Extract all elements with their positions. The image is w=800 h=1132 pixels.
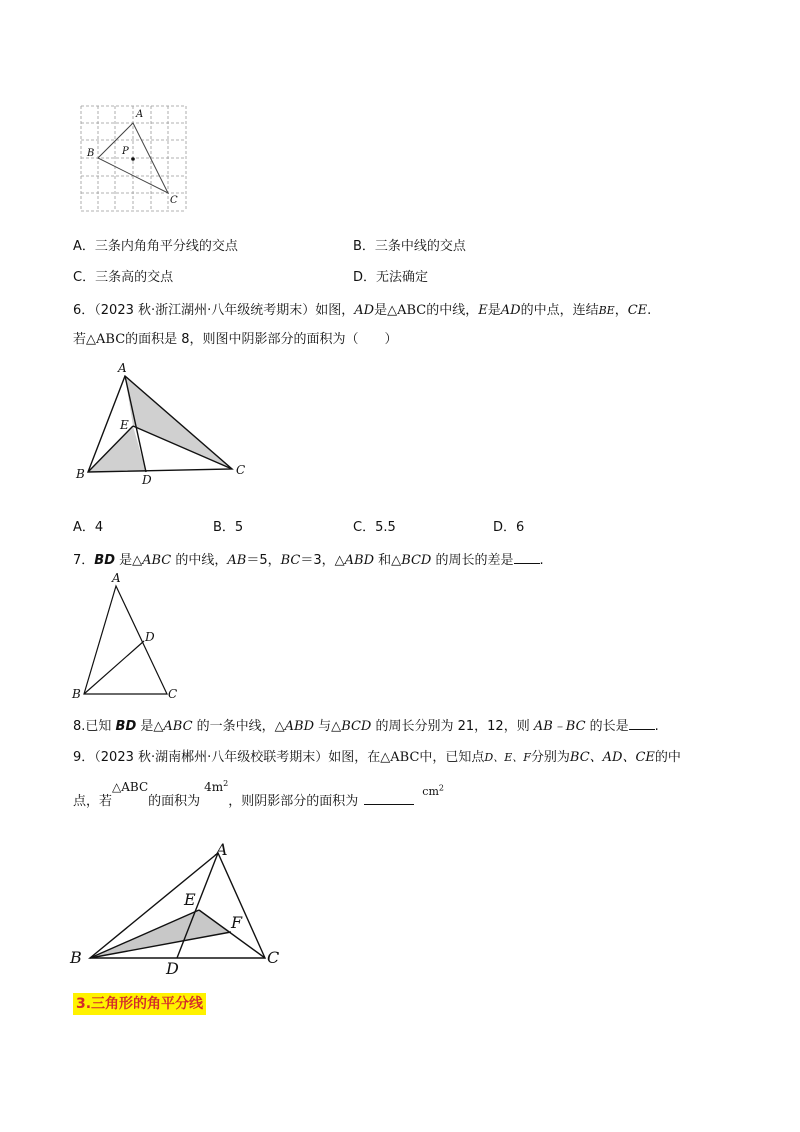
label-b: B xyxy=(87,148,95,159)
q6-line2: 若△ABC的面积是 8，则图中阴影部分的面积为（ ） xyxy=(73,332,398,347)
label-c: C xyxy=(170,195,178,206)
q7-triangle-svg xyxy=(72,570,192,705)
figure-q9 xyxy=(68,838,293,978)
q5-option-c: C．三条高的交点 xyxy=(73,270,174,285)
q5-option-b: B．三条中线的交点 xyxy=(353,239,466,254)
label-c: C xyxy=(168,687,178,701)
label-d: D xyxy=(145,630,155,644)
q6-option-a: A．4 xyxy=(73,520,104,535)
figure-q7 xyxy=(72,570,192,705)
label-b: B xyxy=(70,948,82,967)
label-a: A xyxy=(112,571,121,585)
q7-answer-blank[interactable] xyxy=(514,563,540,564)
label-f: F xyxy=(231,913,243,932)
q5-option-d: D．无法确定 xyxy=(353,270,429,285)
q6-line1: 6．（2023 秋·浙江湖州·八年级统考期末）如图，AD是△ABC的中线，E是AD的中点，连结BE，CE. xyxy=(73,303,652,318)
label-p: P xyxy=(122,146,129,157)
label-a: A xyxy=(118,361,127,375)
label-a: A xyxy=(216,840,228,859)
q9-triangle-svg xyxy=(68,838,293,978)
label-d: D xyxy=(166,959,179,978)
q6-option-c: C．5.5 xyxy=(353,520,396,535)
q9-line2: 点，若△ABC的面积为$4m^2$，则阴影部分的面积为$^{cm^2}$ xyxy=(73,779,444,809)
q8-answer-blank[interactable] xyxy=(629,729,655,730)
label-b: B xyxy=(76,467,85,481)
figure-grid-triangle xyxy=(78,103,190,215)
q6-triangle-svg xyxy=(72,366,252,486)
section-heading: 3.三角形的角平分线 xyxy=(73,993,206,1015)
label-c: C xyxy=(236,463,246,477)
q5-option-a: A．三条内角角平分线的交点 xyxy=(73,239,238,254)
q7-text: 7．BD 是△ABC 的中线，AB＝5，BC＝3，△ABD 和△BCD 的周长的差是 . xyxy=(73,553,544,568)
label-c: C xyxy=(267,948,280,967)
figure-q6 xyxy=(72,361,252,487)
q6-option-b: B．5 xyxy=(213,520,244,535)
q9-line1: 9．（2023 秋·湖南郴州·八年级校联考期末）如图，在△ABC中，已知点D、E、F分别为BC、AD、CE的中 xyxy=(73,750,681,765)
q6-option-d: D．6 xyxy=(493,520,525,535)
label-e: E xyxy=(120,418,129,432)
label-b: B xyxy=(72,687,81,701)
q9-answer-blank[interactable] xyxy=(364,804,414,805)
label-e: E xyxy=(184,890,196,909)
label-a: A xyxy=(136,109,144,120)
label-d: D xyxy=(142,473,152,487)
q8-text: 8.已知 BD 是△ABC 的一条中线，△ABD 与△BCD 的周长分别为 21，12，则 AB﹣BC 的长是 . xyxy=(73,719,659,734)
